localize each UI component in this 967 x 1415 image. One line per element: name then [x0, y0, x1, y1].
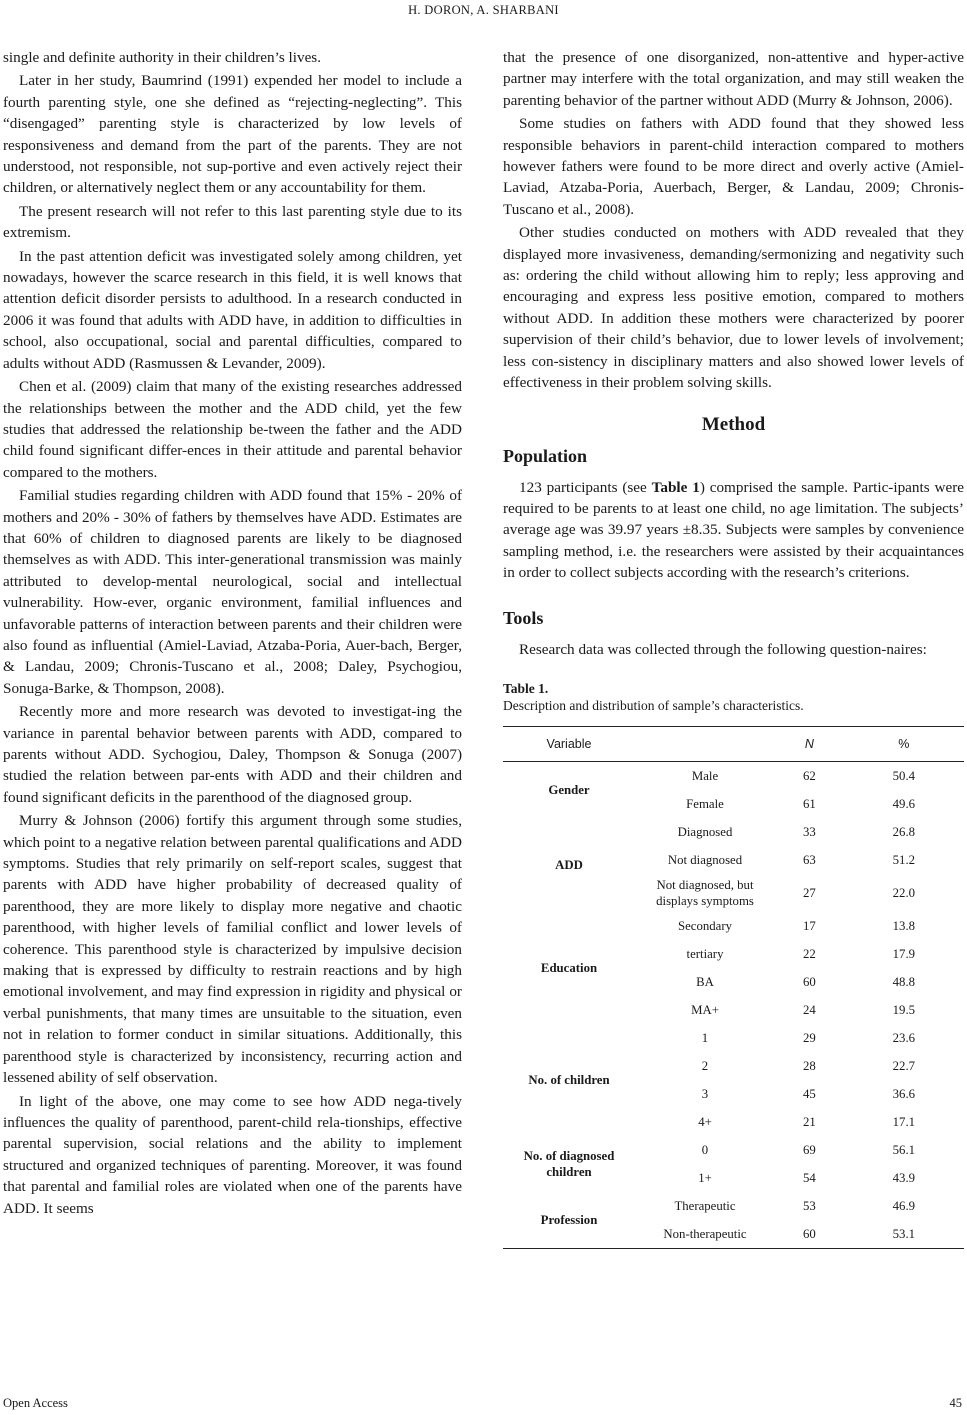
percent-cell: 17.9	[892, 946, 916, 961]
group-label: No. of children	[528, 1072, 610, 1087]
percent-cell: 36.6	[892, 1086, 916, 1101]
percent-cell: 56.1	[892, 1142, 916, 1157]
sample-characteristics-table	[503, 726, 964, 1249]
table-caption: Description and distribution of sample’s characteristics.	[503, 697, 804, 713]
n-cell: 28	[802, 1058, 816, 1073]
category-cell: 1	[701, 1030, 709, 1045]
table-row	[503, 818, 964, 846]
left-column	[3, 47, 462, 1221]
group-label: Gender	[548, 782, 590, 797]
n-cell: 45	[802, 1086, 816, 1101]
percent-cell: 19.5	[892, 1002, 916, 1017]
section-heading-method: Method	[701, 413, 766, 435]
category-cell: MA+	[691, 1002, 719, 1017]
table-reference: Table 1	[651, 478, 700, 496]
n-cell: 27	[802, 885, 816, 900]
category-cell: Female	[686, 796, 724, 811]
n-cell: 69	[802, 1142, 816, 1157]
n-cell: 22	[802, 946, 816, 961]
body-paragraph: Other studies conducted on mothers with ADD revealed that they displayed more invasiveness, demanding/sermonizing and negativity such as: ordering the child without allowing him to reply; less approving and encouraging and express less positive emotion, compared to mothers without ADD. In addition these mothers were characterized by poorer supervision of their child’s behavior, due to lower levels of involvement; less con-sistency in disciplinary matters and also showed lower levels of effectiveness in their problem solving skills.	[503, 224, 964, 392]
running-head: H. DORON, A. SHARBANI	[408, 3, 559, 17]
percent-cell: 17.1	[892, 1114, 916, 1129]
category-cell: 4+	[698, 1114, 712, 1129]
population-text-post: ) comprised the sample. Partic-ipants were required to be parents to at least one child, no age limitation. The subjects’ average age was 39.97 years ±8.35. Subjects were samples by convenience sampling method, i.e. the researchers were assisted by their acquaintances in order to collect subjects according with the research’s criterions.	[503, 478, 964, 582]
subsection-heading-tools: Tools	[503, 607, 544, 628]
table-header-row	[503, 726, 964, 761]
group-label: Education	[540, 960, 598, 975]
percent-cell: 46.9	[892, 1198, 916, 1213]
category-cell: 3	[701, 1086, 709, 1101]
body-paragraph: Later in her study, Baumrind (1991) expended her model to include a fourth parenting style, one she defined as “rejecting-neglecting”. This “disengaged” parenting style is characterized by low levels of responsiveness and demand from the part of the parents. They are not understood, not responsible, not sup-portive and even actively reject their children, or alternatively neglect them or any accountability for them.	[3, 72, 462, 197]
category-cell: Therapeutic	[674, 1198, 736, 1213]
category-cell: Secondary	[677, 918, 732, 933]
n-cell: 24	[802, 1002, 816, 1017]
category-cell: Not diagnosed	[667, 852, 743, 867]
percent-cell: 22.0	[892, 885, 916, 900]
subsection-heading-population: Population	[503, 445, 588, 466]
percent-cell: 48.8	[892, 974, 916, 989]
n-cell: 29	[802, 1030, 816, 1045]
n-cell: 33	[802, 824, 816, 839]
group-label: ADD	[555, 857, 583, 872]
percent-cell: 26.8	[892, 824, 916, 839]
category-cell: BA	[696, 974, 714, 989]
group-label: No. of diagnosed children	[523, 1148, 615, 1179]
category-cell: Non-therapeutic	[663, 1226, 747, 1241]
n-cell: 63	[802, 852, 816, 867]
body-paragraph: Familial studies regarding children with ADD found that 15% - 20% of mothers and 20% - 30% of fathers by themselves have ADD. Estimates are that 60% of children to diagnosed parents are likely to be diagnosed themselves as with ADD. This inter-generational transmission was mainly attributed to develop-mental neurological, social and intellectual vulnerability. How-ever, organic environment, familial influences and unfavorable patterns of interaction between parents and their children were also found as influential (Amiel-Laviad, Atzaba-Poria, Auer-bach, Berger, & Landau, 2009; Chronis-Tuscano et al., 2008; Daley, Psychogiou, Sonuga-Barke, & Thompson, 2008).	[3, 487, 462, 697]
body-paragraph: In the past attention deficit was investigated solely among children, yet nowadays, however the scarce research in this field, it is well knows that attention deficit disorder persists to adulthood. In a research conducted in 2006 it was found that adults with ADD have, in addition to difficulties in school, also occupational, social and parental difficulties, compared to adults without ADD (Rasmussen & Levander, 2009).	[3, 247, 462, 372]
body-paragraph: The present research will not refer to this last parenting style due to its extremism.	[3, 202, 462, 242]
body-paragraph: single and definite authority in their children’s lives.	[3, 49, 322, 66]
percent-cell: 22.7	[892, 1058, 916, 1073]
n-cell: 54	[802, 1170, 816, 1185]
body-paragraph: Some studies on fathers with ADD found that they showed less responsible behaviors in parent-child interaction compared to mothers however fathers were found to be more direct and overly active (Amiel-Laviad, Atzaba-Poria, Auerbach, Berger, & Landau, 2009; Chronis-Tuscano et al., 2008).	[503, 115, 964, 218]
table-row	[503, 912, 964, 940]
right-column	[503, 47, 964, 1249]
n-cell: 60	[802, 1226, 816, 1241]
n-cell: 53	[802, 1198, 816, 1213]
table-row	[503, 1136, 964, 1164]
category-cell: Not diagnosed, but displays symptoms	[656, 877, 754, 908]
tools-paragraph: Research data was collected through the following question-naires:	[519, 640, 927, 658]
n-cell: 60	[802, 974, 816, 989]
header-variable: Variable	[503, 726, 635, 761]
body-paragraph: Murry & Johnson (2006) fortify this argument through some studies, which point to a negative relation between parental qualifications and ADD symptoms. Studies that rely primarily on self-report scales, suggest that parents with ADD have higher probability of decreased quality of parenthood, they are more likely to display more negative and chaotic parenthood, with higher levels of familial conflict and lower levels of coherence. This parenthood style is characterized by impulsive decision making that is expressed by difficulty to restrain reactions and by high emotional involvement, and may find expression in rigidity and physical or verbal punishments, that many times are unsuitable to the situation, even not in relation to former conduct in similar situations. Additionally, this parenthood style is characterized by inconsistency, recurring action and lessened ability of self observation.	[3, 812, 462, 1087]
percent-cell: 13.8	[892, 918, 916, 933]
category-cell: 2	[701, 1058, 709, 1073]
header-category	[635, 726, 775, 761]
header-n: N	[775, 726, 844, 761]
table-row	[503, 761, 964, 790]
table-row	[503, 1024, 964, 1052]
percent-cell: 49.6	[892, 796, 916, 811]
percent-cell: 50.4	[892, 768, 916, 783]
n-cell: 21	[802, 1114, 816, 1129]
n-cell: 17	[802, 918, 816, 933]
footer-open-access: Open Access	[3, 1396, 68, 1410]
category-cell: 1+	[698, 1170, 712, 1185]
n-cell: 61	[802, 796, 816, 811]
percent-cell: 23.6	[892, 1030, 916, 1045]
header-percent: %	[844, 726, 964, 761]
group-label: Profession	[540, 1212, 598, 1227]
category-cell: Male	[691, 768, 719, 783]
page-number: 45	[949, 1396, 962, 1410]
body-paragraph: Recently more and more research was devoted to investigat-ing the variance in parental behavior between parents with ADD, compared to parents without ADD. Sychogiou, Daley, Thompson & Sonuga (2007) studied the relation between par-ents with ADD and their children and found significant deficits in the parenthood of the diagnosed group.	[3, 703, 462, 806]
category-cell: Diagnosed	[677, 824, 733, 839]
percent-cell: 43.9	[892, 1170, 916, 1185]
percent-cell: 53.1	[892, 1226, 916, 1241]
n-cell: 62	[802, 768, 816, 783]
percent-cell: 51.2	[892, 852, 916, 867]
population-paragraph	[503, 477, 964, 584]
table-row	[503, 1192, 964, 1220]
table-title: Table 1.	[503, 680, 549, 696]
body-paragraph: that the presence of one disorganized, non-attentive and hyper-active partner may interfere with the total organization, and may still weaken the parenting behavior of the partner without ADD (Murry & Johnson, 2006).	[503, 49, 964, 109]
body-paragraph: In light of the above, one may come to see how ADD nega-tively influences the quality of parenthood, parent-child rela-tionships, effective parental supervision, social relations and the ability to implement structured and organized techniques of parenting. Moreover, it was found that parental and familial roles are violated when one of the parents have ADD. It seems	[3, 1092, 462, 1217]
category-cell: tertiary	[686, 946, 724, 961]
population-text-pre: 123 participants (see	[519, 478, 652, 496]
category-cell: 0	[701, 1142, 709, 1157]
body-paragraph: Chen et al. (2009) claim that many of the existing researches addressed the relationships between the mother and the ADD child, yet the few studies that addressed the relationship be-tween the father and the ADD child found significant differ-ences in their attitude and parental behavior compared to the mothers.	[3, 378, 462, 481]
